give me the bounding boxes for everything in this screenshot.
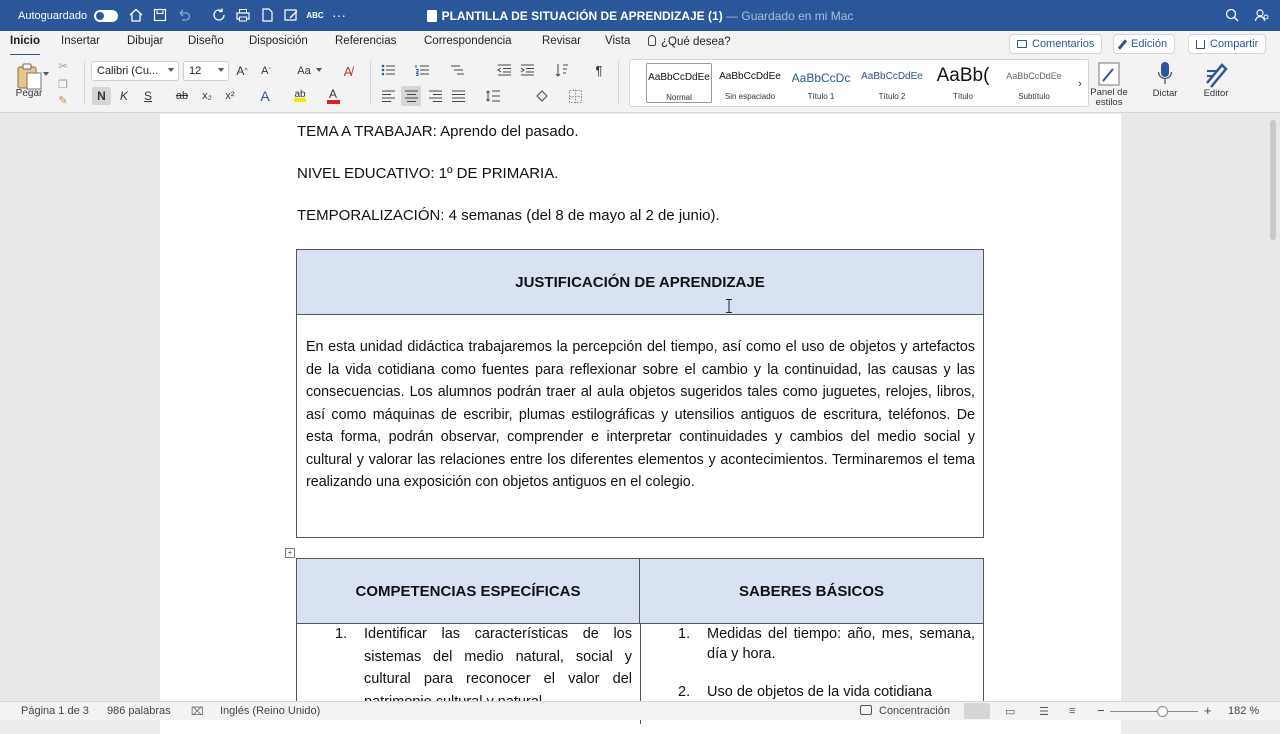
document-canvas[interactable]: [0, 114, 1280, 701]
numbering-icon[interactable]: [414, 62, 430, 78]
competencies-table[interactable]: [296, 558, 984, 718]
spelling-icon[interactable]: ABC: [306, 10, 324, 20]
bold-label: N: [97, 89, 106, 103]
document-icon: [427, 10, 437, 22]
timing-line[interactable]: TEMPORALIZACIÓN: 4 semanas (del 8 de mayo al 2 de junio).: [297, 207, 720, 224]
style-normal[interactable]: [646, 63, 712, 103]
competencias-title: COMPETENCIAS ESPECÍFICAS: [355, 582, 581, 600]
underline-button[interactable]: [140, 87, 156, 105]
divider: [618, 61, 619, 105]
increase-indent-icon[interactable]: [519, 62, 535, 78]
style-sample: AaBb(: [936, 65, 990, 86]
strikethrough-button[interactable]: [172, 87, 192, 105]
tab-correspondencia[interactable]: Correspondencia: [424, 35, 512, 47]
tell-me-label: ¿Qué desea?: [661, 36, 731, 48]
superscript-button[interactable]: [221, 87, 239, 105]
style-sin-espaciado[interactable]: [717, 63, 783, 103]
shrink-font-icon[interactable]: A ˇ: [261, 65, 271, 77]
vertical-scrollbar[interactable]: [1270, 120, 1276, 240]
more-options-icon[interactable]: ···: [332, 7, 346, 23]
competencia-number: 1.: [335, 626, 348, 642]
style-sample: AaBbCcDdEe: [861, 71, 923, 82]
tab-dibujar[interactable]: Dibujar: [127, 35, 164, 47]
microphone-icon[interactable]: [1154, 60, 1176, 88]
italic-label: K: [119, 89, 128, 103]
tab-revisar[interactable]: Revisar: [542, 35, 581, 47]
style-sample: AaBbCcDdEe: [719, 71, 781, 82]
autosave-label: Autoguardado: [18, 9, 88, 22]
outline-view-icon[interactable]: ☰: [1039, 706, 1049, 718]
word-count[interactable]: 986 palabras: [107, 705, 171, 717]
change-case-label: Aa: [297, 65, 311, 77]
editing-mode-button[interactable]: [1113, 34, 1175, 54]
saved-status: — Guardado en mi Mac: [726, 8, 854, 23]
zoom-in-icon[interactable]: +: [1204, 703, 1212, 718]
share-icon: [1196, 40, 1205, 49]
align-center-icon[interactable]: [401, 86, 421, 106]
style-name: Título: [952, 92, 973, 101]
bullets-icon[interactable]: [380, 62, 396, 78]
redo-icon[interactable]: [211, 7, 227, 23]
saberes-header[interactable]: [640, 559, 983, 624]
style-titulo-2[interactable]: [859, 63, 925, 103]
show-formatting-icon[interactable]: ¶: [595, 62, 603, 78]
editor-icon[interactable]: [1203, 60, 1229, 88]
highlight-icon[interactable]: ab: [294, 89, 306, 100]
chevron-down-icon[interactable]: [316, 68, 322, 72]
zoom-out-icon[interactable]: −: [1097, 703, 1105, 718]
style-name: Normal: [666, 93, 692, 102]
saber-item[interactable]: Medidas del tiempo: año, mes, semana, día y hora.: [707, 626, 975, 662]
style-subtitulo[interactable]: [1001, 63, 1067, 103]
format-painter-icon[interactable]: ✎: [58, 94, 68, 107]
tab-vista[interactable]: Vista: [605, 35, 631, 47]
dictate-label: Dictar: [1152, 88, 1178, 99]
align-left-icon[interactable]: [380, 88, 396, 104]
paste-label: Pegar: [15, 88, 43, 99]
justification-title: JUSTIFICACIÓN DE APRENDIZAJE: [515, 273, 765, 291]
style-sample: AaBbCcDdEe: [648, 72, 710, 83]
grow-font-icon[interactable]: A ^: [236, 64, 248, 78]
ribbon-toolbar: [0, 55, 1280, 113]
title-bar: [0, 0, 1280, 31]
tab-inicio[interactable]: Inicio: [10, 35, 40, 53]
text-cursor-icon: [726, 299, 732, 313]
styles-gallery: [629, 59, 1089, 107]
table-move-handle[interactable]: +: [285, 548, 295, 558]
chevron-down-icon: [168, 68, 174, 72]
font-size-value: 12: [189, 65, 202, 77]
saber-item[interactable]: Uso de objetos de la vida cotidiana: [707, 684, 932, 700]
underline-label: S: [143, 89, 152, 103]
web-layout-view-icon[interactable]: ▭: [1005, 706, 1016, 718]
chevron-right-icon[interactable]: ›: [1078, 78, 1082, 90]
document-title-text: PLANTILLA DE SITUACIÓN DE APRENDIZAJE (1): [441, 8, 723, 23]
multilevel-list-icon[interactable]: [449, 62, 465, 78]
clear-formatting-icon[interactable]: A̸: [343, 63, 353, 79]
share-button[interactable]: [1188, 34, 1266, 54]
italic-button[interactable]: [116, 87, 132, 105]
style-sample: AaBbCcDc: [791, 71, 851, 85]
tab-diseno[interactable]: Diseño: [188, 35, 224, 47]
saber-number: 2.: [678, 684, 691, 700]
align-right-icon[interactable]: [427, 88, 443, 104]
divider: [370, 61, 371, 105]
style-name: Título 1: [807, 92, 835, 101]
zoom-slider-thumb[interactable]: [1157, 706, 1168, 717]
focus-icon[interactable]: [860, 705, 872, 717]
strikethrough-label: ab: [175, 90, 189, 102]
bold-button[interactable]: [92, 87, 111, 105]
zoom-level[interactable]: 182 %: [1228, 705, 1260, 717]
pencil-icon: [1118, 39, 1127, 49]
justification-table[interactable]: [296, 249, 984, 538]
focus-mode[interactable]: Concentración: [879, 705, 950, 717]
share-label: Compartir: [1210, 38, 1259, 50]
styles-pane-icon[interactable]: [1096, 60, 1122, 88]
style-sample: AaBbCcDdEe: [1006, 71, 1062, 81]
undo-icon[interactable]: [176, 7, 192, 23]
style-name: Sin espaciado: [724, 92, 776, 101]
style-titulo[interactable]: [930, 63, 996, 103]
text-effects-icon[interactable]: A: [260, 88, 270, 104]
paste-button[interactable]: [12, 61, 48, 91]
ribbon-tabs: [0, 31, 1280, 55]
autosave-toggle[interactable]: [94, 10, 118, 22]
autosave-control[interactable]: [18, 0, 118, 31]
justification-body[interactable]: En esta unidad didáctica trabajaremos la percepción del tiempo, así como el uso de objetos y artefactos de la vida cotidiana como fuentes para reflexionar sobre el cambio y la continuidad, las causas y las consecuencias. Los alumnos podrán traer al aula objetos sugeridos tales como juguetes, relojes, libros, así como máquinas de escribir, plumas estilográficas y utensilios antiguos de escritura, teléfonos. De esta forma, podrán observar, comprender e interpretar continuidades y cambios del medio social y cultural y valorar las relaciones entre los diferentes elementos y acontecimientos. Terminaremos el tema realizando una exposición con objetos antiguos en el colegio.: [306, 339, 975, 490]
document-title: [0, 0, 1280, 31]
tell-me-search[interactable]: [648, 35, 731, 53]
superscript-label: x²: [225, 90, 235, 102]
account-settings-icon[interactable]: [1254, 7, 1270, 23]
justification-header[interactable]: [297, 250, 983, 315]
comments-button[interactable]: [1009, 34, 1102, 54]
paste-dropdown-caret[interactable]: [43, 72, 49, 76]
page-count[interactable]: Página 1 de 3: [21, 705, 89, 717]
competencia-item[interactable]: Identificar las características de los sistemas del medio natural, social y cultural para reconocer el valor del: [364, 626, 632, 687]
borders-icon[interactable]: [567, 88, 583, 104]
font-size-select[interactable]: [183, 61, 229, 81]
subscript-label: x₂: [202, 90, 212, 102]
copy-icon[interactable]: ❐: [58, 78, 68, 91]
chevron-down-icon: [218, 68, 224, 72]
zoom-slider-track[interactable]: [1110, 711, 1198, 712]
search-icon[interactable]: [1224, 7, 1240, 23]
status-bar: [0, 701, 1280, 720]
competencias-header[interactable]: [297, 559, 640, 624]
font-name-value: Calibri (Cu...: [97, 65, 159, 77]
change-case-button[interactable]: [292, 62, 316, 80]
saber-number: 1.: [678, 626, 691, 642]
subscript-button[interactable]: [198, 87, 216, 105]
tab-disposicion[interactable]: Disposición: [249, 35, 308, 47]
editing-label: Edición: [1131, 38, 1168, 50]
style-name: Subtítulo: [1018, 92, 1050, 101]
line-spacing-icon[interactable]: [485, 88, 501, 104]
cut-icon[interactable]: ✂: [57, 59, 69, 73]
new-document-icon[interactable]: [259, 7, 275, 23]
comments-label: Comentarios: [1032, 38, 1095, 50]
edit-document-icon[interactable]: [283, 7, 299, 23]
document-page[interactable]: [160, 114, 1121, 734]
lightbulb-icon: [648, 35, 656, 46]
home-icon[interactable]: [128, 7, 144, 23]
styles-pane-label: Panel de estilos: [1090, 87, 1128, 108]
print-layout-view-icon[interactable]: [964, 703, 990, 719]
style-titulo-1[interactable]: [788, 63, 854, 103]
language-status[interactable]: Inglés (Reino Unido): [220, 705, 321, 717]
comment-icon: [1017, 40, 1027, 48]
print-icon[interactable]: [235, 7, 251, 23]
divider: [84, 61, 85, 105]
draft-view-icon[interactable]: ≡: [1069, 705, 1076, 717]
justify-icon[interactable]: [450, 88, 466, 104]
font-color-icon[interactable]: A: [324, 87, 342, 105]
style-name: Título 2: [878, 92, 906, 101]
sort-icon[interactable]: [554, 62, 570, 78]
saberes-title: SABERES BÁSICOS: [738, 582, 885, 600]
topic-line[interactable]: TEMA A TRABAJAR: Aprendo del pasado.: [297, 123, 579, 140]
tab-referencias[interactable]: Referencias: [335, 35, 397, 47]
decrease-indent-icon[interactable]: [496, 62, 512, 78]
proofing-icon[interactable]: ⌧: [191, 706, 204, 718]
level-line[interactable]: NIVEL EDUCATIVO: 1º DE PRIMARIA.: [297, 165, 559, 182]
save-icon[interactable]: [152, 7, 168, 23]
clipboard-icon: [15, 62, 45, 90]
tab-insertar[interactable]: Insertar: [61, 35, 100, 47]
editor-label: Editor: [1203, 88, 1229, 99]
font-name-select[interactable]: [91, 61, 179, 81]
shading-icon[interactable]: [534, 88, 550, 104]
